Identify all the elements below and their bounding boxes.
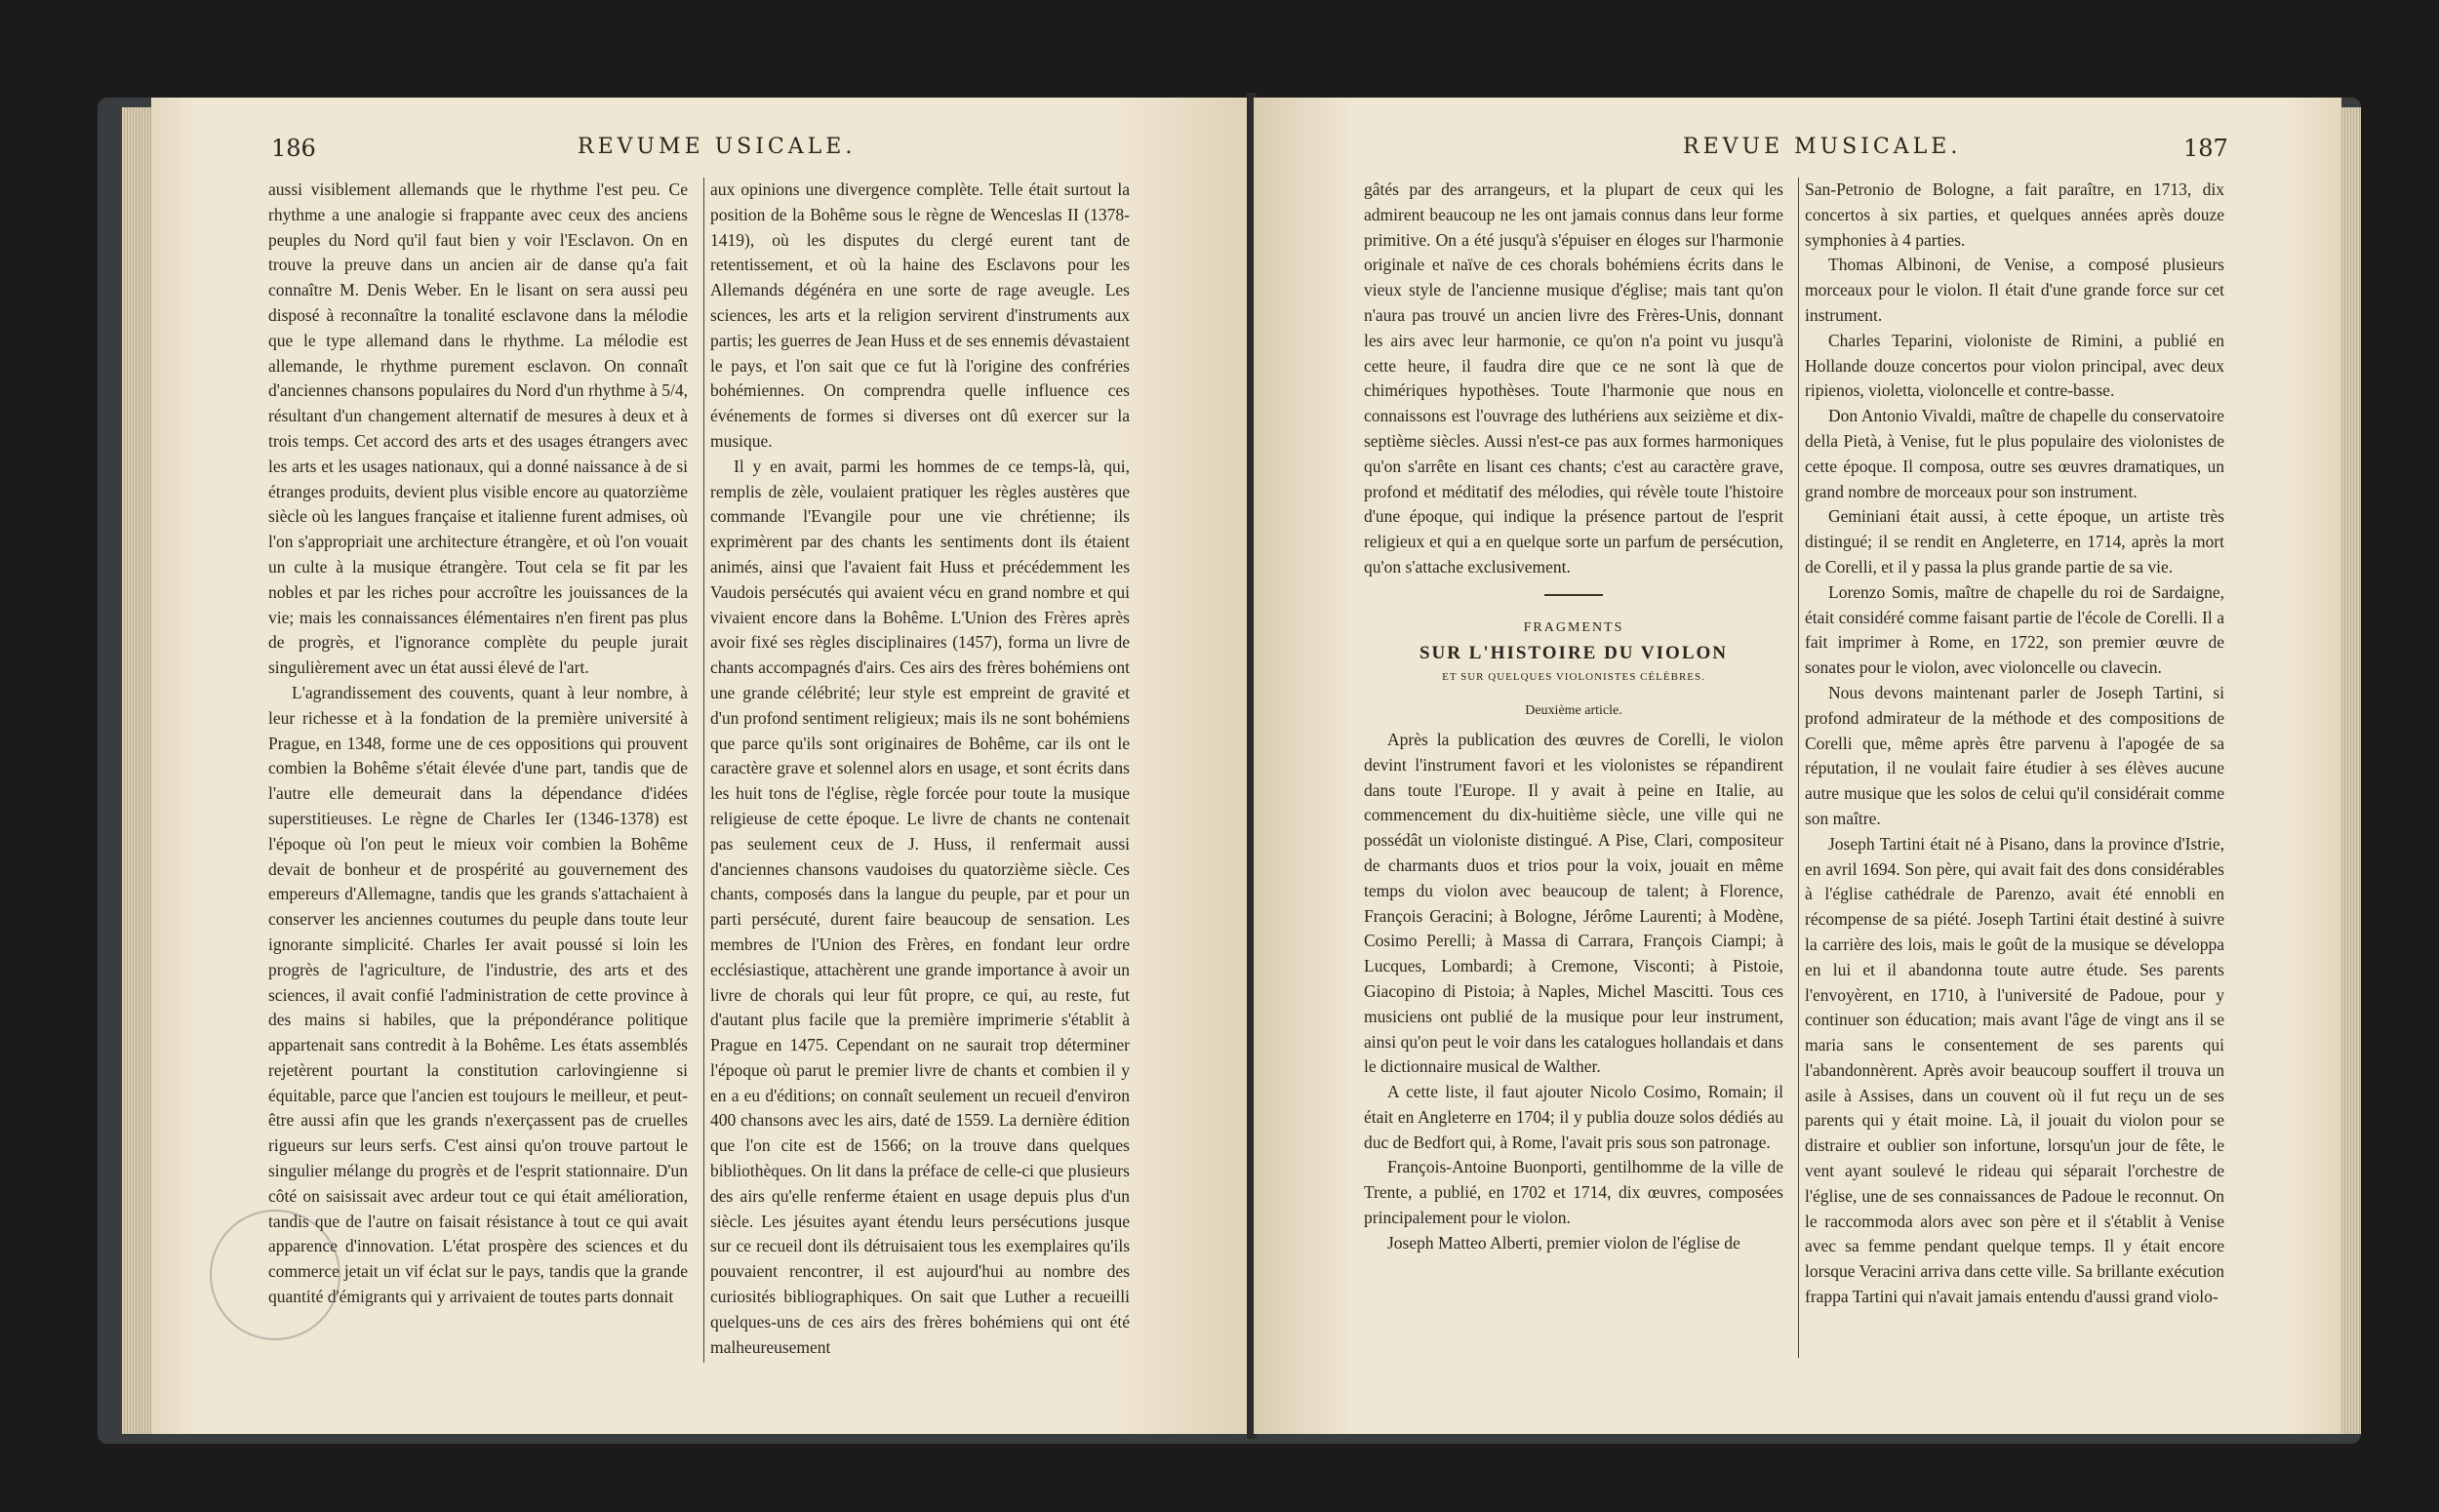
left-column-2: [710, 178, 1130, 1360]
left-col2-paragraph-2: Il y en avait, parmi les hommes de ce temps-là, qui, remplis de zèle, voulaient pratiquer les règles austères que commande l'Evangile pour une vie chrétienne; ils exprimèrent par des chants les sentiments dont ils étaient animés, ainsi que l'avaient fait Huss et précédemment les Vaudois persécutés qui avaient vécu en grand nombre et qui vivaient encore dans la Bohême. L'Union des Frères après avoir fixé ses règles disciplinaires (1457), forma un livre de chants accompagnés d'airs. Ces airs des frères bohémiens ont une grande célébrité; leur style est empreint de gravité et d'un profond sentiment religieux; mais ils ne sont bohémiens que parce qu'ils sont originaires de Bohême, car ils ont le caractère grave et solennel alors en usage, et sont écrits dans les huit tons de l'église, règle forcée pour toute la musique religieuse de cette époque. Le livre de chants ne contenait pas seulement ceux de J. Huss, il renfermait aussi d'anciennes chansons vaudoises du quatorzième siècle. Ces chants, composés dans la langue du peuple, par et pour un parti persécuté, durent faire beaucoup de sensation. Les membres de l'Union des Frères, en fondant leur ordre ecclésiastique, attachèrent une grande importance à avoir un livre de chorals qui leur fût propre, ce qui, au reste, fut d'autant plus facile que la première imprimerie s'établit à Prague en 1475. Cependant on ne saurait trop déterminer l'époque où parut le premier livre de chants et combien il y en a eu d'éditions; on connaît seulement un recueil d'environ 400 chansons avec les airs, daté de 1559. La dernière édition que l'on cite est de 1566; on la trouve dans quelques bibliothèques. On lit dans la préface de celle-ci que plusieurs des airs qu'elle renferme étaient en usage depuis plus d'un siècle. Les jésuites ayant étendu leurs persécutions jusque sur ce recueil dont ils détruisaient tous les exemplaires qu'ils pouvaient rencontrer, il est aujourd'hui au nombre des curiosités bibliographiques. On sait que Luther a recueilli quelques-uns de ces airs des frères bohémiens qui ont été malheureusement: [710, 456, 1130, 1357]
right-col2-paragraph-3: Charles Teparini, violoniste de Rimini, a publié en Hollande douze concertos pour violon principal, avec deux ripienos, violetta, violoncelle et contre-basse.: [1805, 330, 2224, 401]
fragments-subtitle: ET SUR QUELQUES VIOLONISTES CÉLÈBRES.: [1442, 671, 1705, 684]
right-col2-paragraph-7: Nous devons maintenant parler de Joseph Tartini, si profond admirateur de la méthode et des compositions de Corelli que, même après être parvenu à l'apogée de sa réputation, il ne voulait faire étudier à ses élèves aucune autre musique que les solos de celui qu'il considérait comme son maître.: [1805, 682, 2224, 828]
right-col1-paragraph-5: Joseph Matteo Alberti, premier violon de l'église de: [1387, 1232, 1740, 1253]
right-col2-paragraph-1: San-Petronio de Bologne, a fait paraître, en 1713, dix concertos à six parties, et quelques années après douze symphonies à 4 parties.: [1805, 179, 2224, 250]
fragments-label: FRAGMENTS: [1523, 619, 1624, 635]
right-col1-paragraph-3: A cette liste, il faut ajouter Nicolo Cosimo, Romain; il était en Angleterre en 1704; il y publia douze solos dédiés au duc de Bedfort qui, à Rome, l'avait pris sous son patronage.: [1364, 1082, 1783, 1152]
right-col2-paragraph-2: Thomas Albinoni, de Venise, a composé plusieurs morceaux pour le violon. Il était d'une grande force sur cet instrument.: [1805, 255, 2224, 325]
right-col2-paragraph-5: Geminiani était aussi, à cette époque, un artiste très distingué; il se rendit en Angleterre, en 1714, après la mort de Corelli, et il y passa la plus grande partie de sa vie.: [1805, 506, 2224, 577]
right-col2-paragraph-6: Lorenzo Somis, maître de chapelle du roi de Sardaigne, était considéré comme faisant partie de l'école de Corelli. Il a fait imprimer à Rome, en 1722, son premier œuvre de sonates pour le violon, avec violoncelle ou clavecin.: [1805, 581, 2224, 678]
fragments-article-label: Deuxième article.: [1525, 703, 1622, 719]
left-column-1: [268, 178, 688, 1310]
right-col2-paragraph-4: Don Antonio Vivaldi, maître de chapelle du conservatoire della Pietà, à Venise, fut le plus populaire des violonistes de cette époque. Il composa, outre ses œuvres dramatiques, un grand nombre de morceaux pour son instrument.: [1805, 406, 2224, 501]
right-col1-paragraph-2: Après la publication des œuvres de Corelli, le violon devint l'instrument favori et les violonistes se répandirent dans toute l'Europe. Il y avait à peine en Italie, au commencement du dix-huitième siècle, une ville qui ne possédât un violoniste distingué. A Pise, Clari, compositeur de charmants duos et trios pour la voix, jouait en même temps du violon avec beaucoup de talent; à Florence, François Geracini; à Bologne, Jérôme Laurenti; à Modène, Cosimo Perelli; à Massa di Carrara, François Ciampi; à Lucques, Lombardi; à Cremone, Visconti; à Pistoie, Giacopino di Pistoia; à Naples, Michel Mascitti. Tous ces musiciens ont publié de la musique pour leur instrument, ainsi qu'on peut le voir dans les catalogues hollandais et dans le dictionnaire musical de Walther.: [1364, 729, 1783, 1077]
right-col1-paragraph-1: gâtés par des arrangeurs, et la plupart de ceux qui les admirent beaucoup ne les ont jamais connus dans leur forme primitive. On a été jusqu'à s'épuiser en éloges sur l'harmonie originale et naïve de ces chorals bohémiens écrits dans le vieux style de l'ancienne musique d'église; mais tant qu'on n'aura pas trouvé un ancien livre des Frères-Unis, donnant les airs avec leur harmonie, ce qu'on n'a point vu jusqu'à cette heure, il faudra dire que ce ne sont là que de chimériques hypothèses. Toute l'harmonie que nous en connaissons est l'ouvrage des luthériens aux seizième et dix-septième siècles. Aussi n'est-ce pas aux formes harmoniques qu'on s'arrête en lisant ces chants; c'est au caractère grave, profond et méditatif des mélodies, qui révèle toute l'histoire d'une époque, qui indique la présence partout de l'esprit religieux et qui a en quelque sorte un parfum de persécution, qu'on s'attache exclusivement.: [1364, 179, 1783, 577]
left-col1-paragraph-1: aussi visiblement allemands que le rhythme l'est peu. Ce rhythme a une analogie si frappante avec ceux des anciens peuples du Nord qu'il faut bien y voir l'Esclavon. On en trouve la preuve dans un ancien air de danse qu'a fait connaître M. Denis Weber. En le lisant on sera aussi peu disposé à reconnaître la tonalité esclavone dans la mélodie que le type allemand dans le rhythme. La mélodie est allemande, le rhythme purement esclavon. On connaît d'anciennes chansons populaires du Nord d'un rhythme à 5/4, résultant d'un changement alternatif de mesures à deux et à trois temps. Cet accord des arts et des usages étrangers avec les arts et les usages nationaux, qui a donné naissance à de si étranges produits, devient plus visible encore au quatorzième siècle où les langues française et italienne furent admises, où l'on s'appropriait une architecture étrangère, et où l'on vouait un culte à la musique étrangère. Tout cela se fit par les nobles et par les riches pour accroître les jouissances de la vie; mais les connaissances élémentaires n'en firent pas plus de progrès, et l'ignorance complète du peuple jurait singulièrement avec un état aussi élevé de l'art.: [268, 179, 688, 678]
right-page-number: 187: [2183, 135, 2228, 162]
left-column-rule: [703, 178, 704, 1363]
right-col2-paragraph-8: Joseph Tartini était né à Pisano, dans la province d'Istrie, en avril 1694. Son père, qui avait fait des dons considérables à l'église cathédrale de Parenzo, avait été ennobli en récompense de sa piété. Joseph Tartini était destiné à suivre la carrière des lois, mais le goût de la musique se développa en lui et il abandonna toute autre étude. Ses parents l'envoyèrent, en 1710, à l'université de Padoue, pour y continuer son éducation; mais avant l'âge de vingt ans il se maria sans le consentement de ses parents qui l'abandonnèrent. Après avoir beaucoup souffert il trouva un asile à Assises, dans un couvent où il fut reçu un de ses parents qui y était moine. Là, il jouait du violon pour se distraire et oublier son infortune, lorsqu'un jour de fête, le vent ayant soulevé le rideau qui séparait l'orchestre de l'église, une de ses connaissances de Padoue le reconnut. On le raccommoda alors avec son père et il s'établit à Venise avec sa femme pendant quelque temps. Il y était encore lorsque Veracini arriva dans cette ville. Sa brillante exécution frappa Tartini qui n'avait jamais entendu d'aussi grand violo-: [1805, 833, 2224, 1307]
library-stamp: [210, 1210, 340, 1340]
left-col1-paragraph-2: L'agrandissement des couvents, quant à leur nombre, à leur richesse et à la fondation de la première université à Prague, en 1348, forme une de ces oppositions qui prouvent combien la Bohême s'était élevée d'une part, tandis que de l'autre elle demeurait dans la dépendance d'idées superstitieuses. Le règne de Charles Ier (1346-1378) est l'époque où l'on peut le mieux voir combien la Bohême devait de bonheur et de prospérité au gouvernement des empereurs d'Allemagne, tandis que les grands s'attachaient à conserver les anciennes coutumes du peuple dans toute leur ignorante simplicité. Charles Ier avait poussé si loin les progrès de l'agriculture, de l'industrie, des arts et des sciences, il avait confié l'administration de cette province à des mains si habiles, que la prépondérance politique appartenait sans contredit à la Bohême. Les états assemblés rejetèrent pourtant la constitution carlovingienne si équitable, parce que l'ancien est toujours le meilleur, et peut-être aussi afin que les grands n'exerçassent pas de cruelles rigueurs sur leurs serfs. C'est ainsi qu'on trouve partout le singulier mélange du progrès et de l'esprit stationnaire. D'un côté on saisissait avec ardeur tout ce qui était amélioration, tandis que de l'autre on faisait résistance à tout ce qui avait apparence d'innovation. L'état prospère des sciences et du commerce jetait un vif éclat sur le pays, tandis que la grande quantité d'émigrants qui y arrivaient de toutes parts donnait: [268, 682, 688, 1307]
right-column-2: [1805, 178, 2224, 1310]
right-column-1: [1364, 178, 1783, 1256]
right-col1-paragraph-4: François-Antoine Buonporti, gentilhomme de la ville de Trente, a publié, en 1702 et 1714, dix œuvres, composées principalement pour le violon.: [1364, 1157, 1783, 1228]
left-running-head: REVUME USICALE.: [578, 135, 857, 159]
left-col2-paragraph-1: aux opinions une divergence complète. Telle était surtout la position de la Bohême sous le règne de Wenceslas II (1378-1419), où les disputes du clergé eurent tant de retentissement, et où la haine des Esclavons pour les Allemands dégénéra en une sorte de rage aveugle. Les sciences, les arts et la religion servirent d'instruments aux partis; les guerres de Jean Huss et de ses ennemis dévastaient le pays, et l'on sait que ce fut là l'origine des confréries bohémiennes. On comprendra quelle influence ces événements de formes si diverses ont dû exercer sur la musique.: [710, 179, 1130, 451]
fragments-title: SUR L'HISTOIRE DU VIOLON: [1419, 642, 1728, 663]
right-running-head: REVUE MUSICALE.: [1683, 135, 1962, 159]
ornament-divider: [1364, 588, 1783, 602]
left-page-number: 186: [271, 135, 316, 162]
right-column-rule: [1798, 178, 1799, 1358]
